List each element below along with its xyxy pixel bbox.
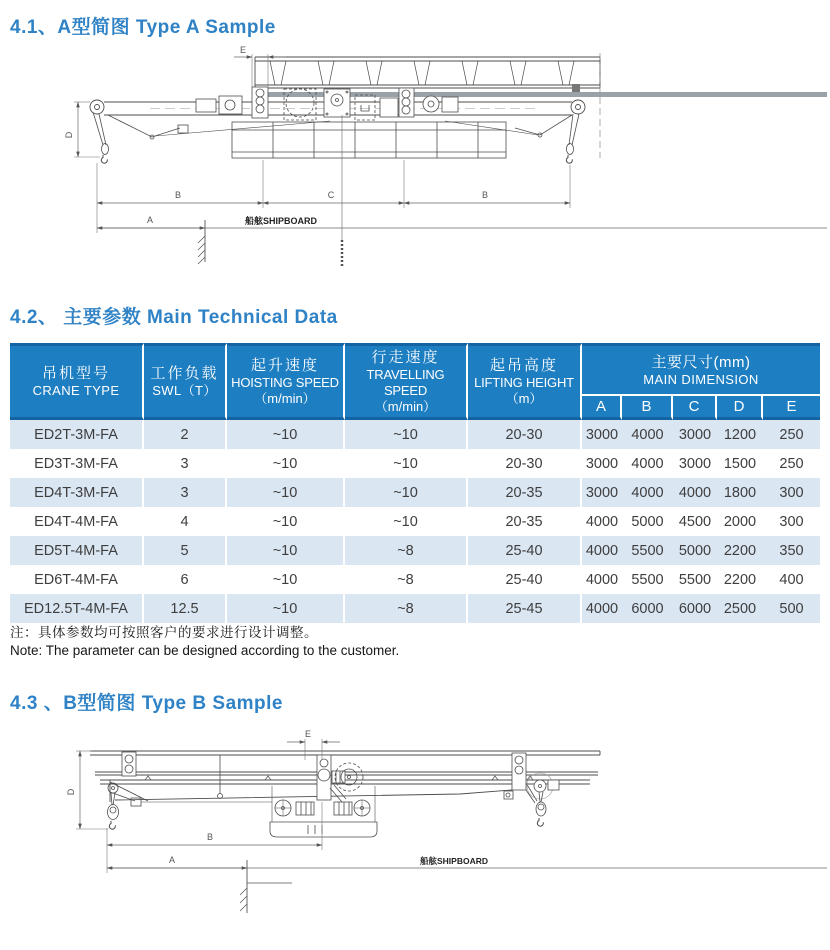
col-header-swl: 工作负载 SWL（T） <box>144 343 227 420</box>
left-davit-hook <box>93 112 330 163</box>
type-a-crane-svg <box>0 45 830 285</box>
table-cell: 25-40 <box>468 536 582 565</box>
table-cell: 20-35 <box>468 507 582 536</box>
dim-bcb <box>97 160 570 233</box>
type-b-crane-diagram <box>0 728 830 946</box>
table-cell: 3 <box>144 478 227 507</box>
table-row <box>10 420 820 449</box>
section-4-1-title: 4.1、A型简图 Type A Sample <box>10 17 276 38</box>
table-cell: 500 <box>763 594 820 623</box>
table-cell: 4000 <box>622 420 673 449</box>
table-cell: 12.5 <box>144 594 227 623</box>
cell-crane-type: ED4T-3M-FA <box>10 478 144 507</box>
col-header-dim-a: A <box>582 396 622 420</box>
table-cell: 5500 <box>673 565 717 594</box>
table-row <box>10 478 820 507</box>
col-header-lifting-height: 起吊高度 LIFTING HEIGHT （m） <box>468 343 582 420</box>
table-cell: 25-40 <box>468 565 582 594</box>
col-header-dim-b: B <box>622 396 673 420</box>
table-cell: ~10 <box>227 594 345 623</box>
cell-crane-type: ED5T-4M-FA <box>10 536 144 565</box>
table-row <box>10 565 820 594</box>
right-davit-hook <box>445 114 579 163</box>
table-row <box>10 507 820 536</box>
dim-label-b-left: B <box>174 190 182 200</box>
table-cell: 2200 <box>717 565 763 594</box>
section-4-2-title: 4.2、 主要参数 Main Technical Data <box>10 307 338 328</box>
type-a-crane-diagram <box>0 45 830 285</box>
table-cell: ~10 <box>227 507 345 536</box>
table-cell: 3000 <box>582 420 622 449</box>
table-cell: 4000 <box>622 449 673 478</box>
table-note <box>10 624 399 660</box>
dim-label-a: A <box>168 855 176 865</box>
dim-label-d: D <box>66 788 76 796</box>
hatch-platform <box>232 122 506 158</box>
table-cell: 6000 <box>673 594 717 623</box>
table-cell: ~8 <box>345 565 468 594</box>
rail-end-stop <box>572 84 580 92</box>
table-cell: ~10 <box>227 565 345 594</box>
note-zh: 注：具体参数均可按照客户的要求进行设计调整。 <box>10 625 318 640</box>
table-cell: 5 <box>144 536 227 565</box>
cell-crane-type: ED6T-4M-FA <box>10 565 144 594</box>
table-cell: 1800 <box>717 478 763 507</box>
table-cell: 6000 <box>622 594 673 623</box>
table-cell: 4000 <box>582 536 622 565</box>
table-cell: 2 <box>144 420 227 449</box>
col-header-hoisting-speed: 起升速度 HOISTING SPEED （m/min） <box>227 343 345 420</box>
table-cell: ~10 <box>345 449 468 478</box>
left-end-hook <box>108 782 273 829</box>
type-b-crane-svg <box>0 728 830 946</box>
dim-label-d: D <box>64 131 74 139</box>
table-cell: 2200 <box>717 536 763 565</box>
table-cell: 400 <box>763 565 820 594</box>
table-cell: 250 <box>763 420 820 449</box>
table-cell: 20-35 <box>468 478 582 507</box>
dim-a-shipboard <box>97 215 827 264</box>
cell-crane-type: ED4T-4M-FA <box>10 507 144 536</box>
shipboard-label: 船舷SHIPBOARD <box>420 856 489 866</box>
table-cell: 6 <box>144 565 227 594</box>
table-cell: ~10 <box>345 507 468 536</box>
table-cell: 25-45 <box>468 594 582 623</box>
table-cell: 3 <box>144 449 227 478</box>
table-cell: ~10 <box>227 420 345 449</box>
col-header-main-dimension: 主要尺寸(mm) MAIN DIMENSION <box>582 343 820 396</box>
table-cell: 2000 <box>717 507 763 536</box>
right-end-hook <box>504 753 559 826</box>
table-body <box>10 420 820 623</box>
col-header-crane-type: 吊机型号 CRANE TYPE <box>10 343 144 420</box>
table-cell: 4000 <box>673 478 717 507</box>
table-row <box>10 449 820 478</box>
dim-label-c: C <box>327 190 335 200</box>
table-cell: 5500 <box>622 536 673 565</box>
table-cell: 2500 <box>717 594 763 623</box>
cell-crane-type: ED2T-3M-FA <box>10 420 144 449</box>
table-cell: ~8 <box>345 536 468 565</box>
dim-e <box>234 45 286 88</box>
dim-label-e: E <box>239 45 247 55</box>
table-cell: 300 <box>763 507 820 536</box>
table-cell: ~8 <box>345 594 468 623</box>
table-cell: 5000 <box>673 536 717 565</box>
table-cell: 3000 <box>673 420 717 449</box>
table-cell: ~10 <box>345 478 468 507</box>
table-cell: 1200 <box>717 420 763 449</box>
col-header-dim-d: D <box>717 396 763 420</box>
table-row <box>10 536 820 565</box>
table-cell: 3000 <box>673 449 717 478</box>
dim-label-b: B <box>206 832 214 842</box>
table-cell: 4 <box>144 507 227 536</box>
table-cell: 3000 <box>582 478 622 507</box>
note-en: Note: The parameter can be designed according to the customer. <box>10 643 400 658</box>
table-cell: ~10 <box>227 449 345 478</box>
table-cell: 350 <box>763 536 820 565</box>
dim-a-shipboard <box>107 855 827 913</box>
dim-d <box>66 751 108 829</box>
table-cell: 5500 <box>622 565 673 594</box>
col-header-dim-c: C <box>673 396 717 420</box>
table-cell: 20-30 <box>468 420 582 449</box>
table-cell: 20-30 <box>468 449 582 478</box>
table-cell: ~10 <box>345 420 468 449</box>
shipboard-label: 船舷SHIPBOARD <box>245 216 318 226</box>
table-cell: 4000 <box>582 565 622 594</box>
col-header-travelling-speed: 行走速度 TRAVELLING SPEED （m/min） <box>345 343 468 420</box>
table-cell: 250 <box>763 449 820 478</box>
table-cell: 4000 <box>582 594 622 623</box>
table-cell: 3000 <box>582 449 622 478</box>
technical-data-table <box>10 343 820 623</box>
cell-crane-type: ED3T-3M-FA <box>10 449 144 478</box>
dim-label-e: E <box>304 729 312 739</box>
table-cell: 5000 <box>622 507 673 536</box>
table-cell: ~10 <box>227 536 345 565</box>
table-cell: 300 <box>763 478 820 507</box>
cell-crane-type: ED12.5T-4M-FA <box>10 594 144 623</box>
table-row <box>10 594 820 623</box>
table-cell: 1500 <box>717 449 763 478</box>
section-4-3-title: 4.3 、B型简图 Type B Sample <box>10 693 283 714</box>
deck-structure <box>255 57 600 88</box>
center-column-winch <box>317 755 363 802</box>
dim-label-a: A <box>146 215 154 225</box>
dim-label-b-right: B <box>481 190 489 200</box>
table-cell: 4000 <box>582 507 622 536</box>
dim-d <box>64 102 100 157</box>
col-header-dim-e: E <box>763 396 820 420</box>
table-cell: 4000 <box>622 478 673 507</box>
table-cell: ~10 <box>227 478 345 507</box>
table-cell: 4500 <box>673 507 717 536</box>
